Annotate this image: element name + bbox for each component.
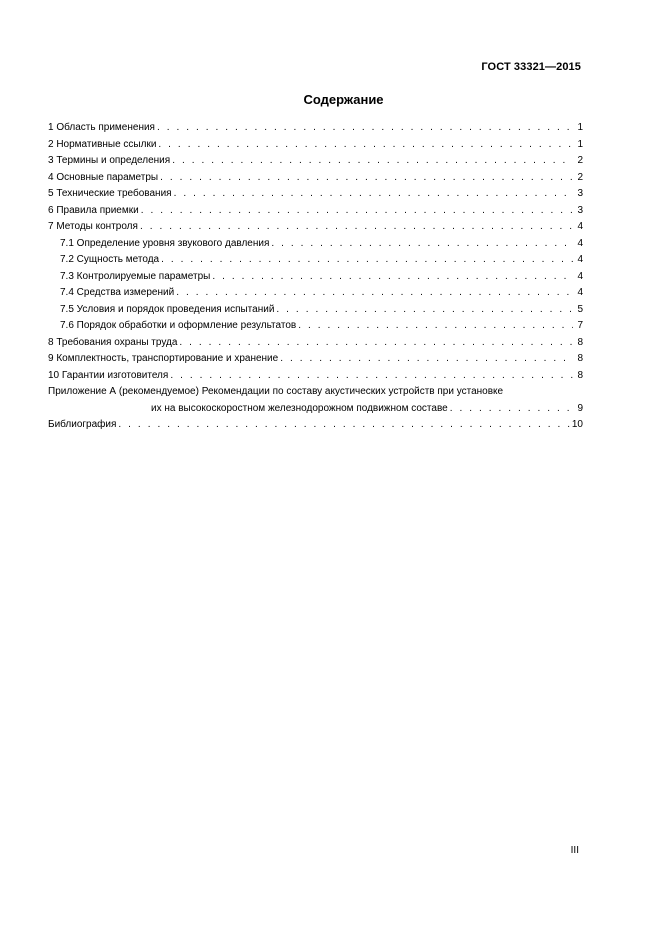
toc-entry[interactable]: [48, 219, 583, 236]
leader-dots: [176, 285, 573, 302]
toc-entry-page: 10: [571, 419, 583, 430]
toc-entry-page: 4: [577, 254, 583, 265]
leader-dots: [179, 335, 573, 352]
toc-entry-label: Библиография: [48, 419, 117, 430]
toc-entry-page: 4: [577, 270, 583, 282]
toc-entry[interactable]: [48, 170, 583, 187]
leader-dots: [170, 368, 573, 385]
leader-dots: [160, 170, 573, 187]
leader-dots: [212, 269, 573, 286]
toc-entry-appendix-a[interactable]: [48, 384, 583, 417]
toc-entry-label: 7.6 Порядок обработки и оформление результатов: [60, 320, 297, 331]
toc-entry-label: 7 Методы контроля: [48, 221, 138, 232]
toc-entry-page: 8: [577, 369, 583, 381]
toc-entry[interactable]: [48, 252, 583, 269]
leader-dots: [161, 252, 573, 269]
toc-entry-page: 9: [577, 402, 583, 414]
toc-entry-page: 5: [577, 303, 583, 315]
toc-entry[interactable]: [48, 368, 583, 385]
toc-entry[interactable]: [48, 236, 583, 253]
toc-entry-label: 2 Нормативные ссылки: [48, 138, 157, 150]
toc-entry[interactable]: [48, 335, 583, 352]
toc-entry[interactable]: [48, 153, 583, 170]
toc-entry[interactable]: [48, 203, 583, 220]
toc-entry-page: 8: [577, 336, 583, 348]
leader-dots: [141, 203, 573, 220]
leader-dots: [276, 302, 573, 319]
toc-entry-page: 2: [577, 171, 583, 183]
toc-entry-label: 3 Термины и определения: [48, 155, 171, 166]
leader-dots: [450, 401, 573, 418]
page-number: III: [570, 845, 579, 856]
toc-entry-label: 4 Основные параметры: [48, 171, 159, 183]
toc-entry-label: 7.1 Определение уровня звукового давления: [60, 237, 270, 249]
toc-entry[interactable]: [48, 120, 583, 137]
leader-dots: [271, 236, 573, 253]
toc-entry-page: 1: [577, 122, 583, 133]
toc-entry-label: 5 Технические требования: [48, 188, 172, 199]
toc-entry[interactable]: [48, 186, 583, 203]
leader-dots: [174, 186, 573, 203]
leader-dots: [172, 153, 573, 170]
toc-entry-label: 8 Требования охраны труда: [48, 336, 178, 348]
toc-entry-label: 9 Комплектность, транспортирование и хранение: [48, 353, 279, 364]
document-code: ГОСТ 33321—2015: [481, 61, 581, 73]
toc-entry-label: 7.5 Условия и порядок проведения испытаний: [60, 303, 275, 315]
toc-entry[interactable]: [48, 302, 583, 319]
toc-entry-label: 7.2 Сущность метода: [60, 254, 160, 265]
page-title: Содержание: [303, 92, 384, 107]
toc-entry-label: 6 Правила приемки: [48, 204, 139, 216]
leader-dots: [298, 318, 573, 335]
toc-entry-label: 1 Область применения: [48, 122, 155, 133]
leader-dots: [280, 351, 573, 368]
toc-entry[interactable]: [48, 137, 583, 154]
toc-entry-page: 3: [577, 204, 583, 216]
table-of-contents: [48, 120, 583, 434]
toc-entry-page: 7: [577, 320, 583, 331]
toc-entry-page: 2: [577, 155, 583, 166]
toc-entry-label: Приложение А (рекомендуемое) Рекомендации по составу акустических устройств при установке: [48, 386, 504, 397]
toc-entry[interactable]: [48, 285, 583, 302]
toc-entry-page: 8: [577, 353, 583, 364]
toc-entry[interactable]: [48, 269, 583, 286]
toc-entry-label: 7.3 Контролируемые параметры: [60, 270, 211, 282]
toc-entry-page: 3: [577, 188, 583, 199]
toc-entry[interactable]: [48, 318, 583, 335]
toc-entry[interactable]: [48, 351, 583, 368]
toc-entry-bibliography[interactable]: [48, 417, 583, 434]
leader-dots: [118, 417, 569, 434]
toc-entry-page: 4: [577, 287, 583, 298]
toc-entry-label: 10 Гарантии изготовителя: [48, 369, 169, 381]
toc-entry-page: 1: [577, 138, 583, 150]
toc-entry-label: 7.4 Средства измерений: [60, 287, 175, 298]
leader-dots: [140, 219, 573, 236]
toc-entry-page: 4: [577, 237, 583, 249]
toc-entry-label: их на высокоскоростном железнодорожном подвижном составе: [151, 402, 448, 414]
toc-entry-page: 4: [577, 221, 583, 232]
leader-dots: [157, 120, 573, 137]
leader-dots: [158, 137, 573, 154]
